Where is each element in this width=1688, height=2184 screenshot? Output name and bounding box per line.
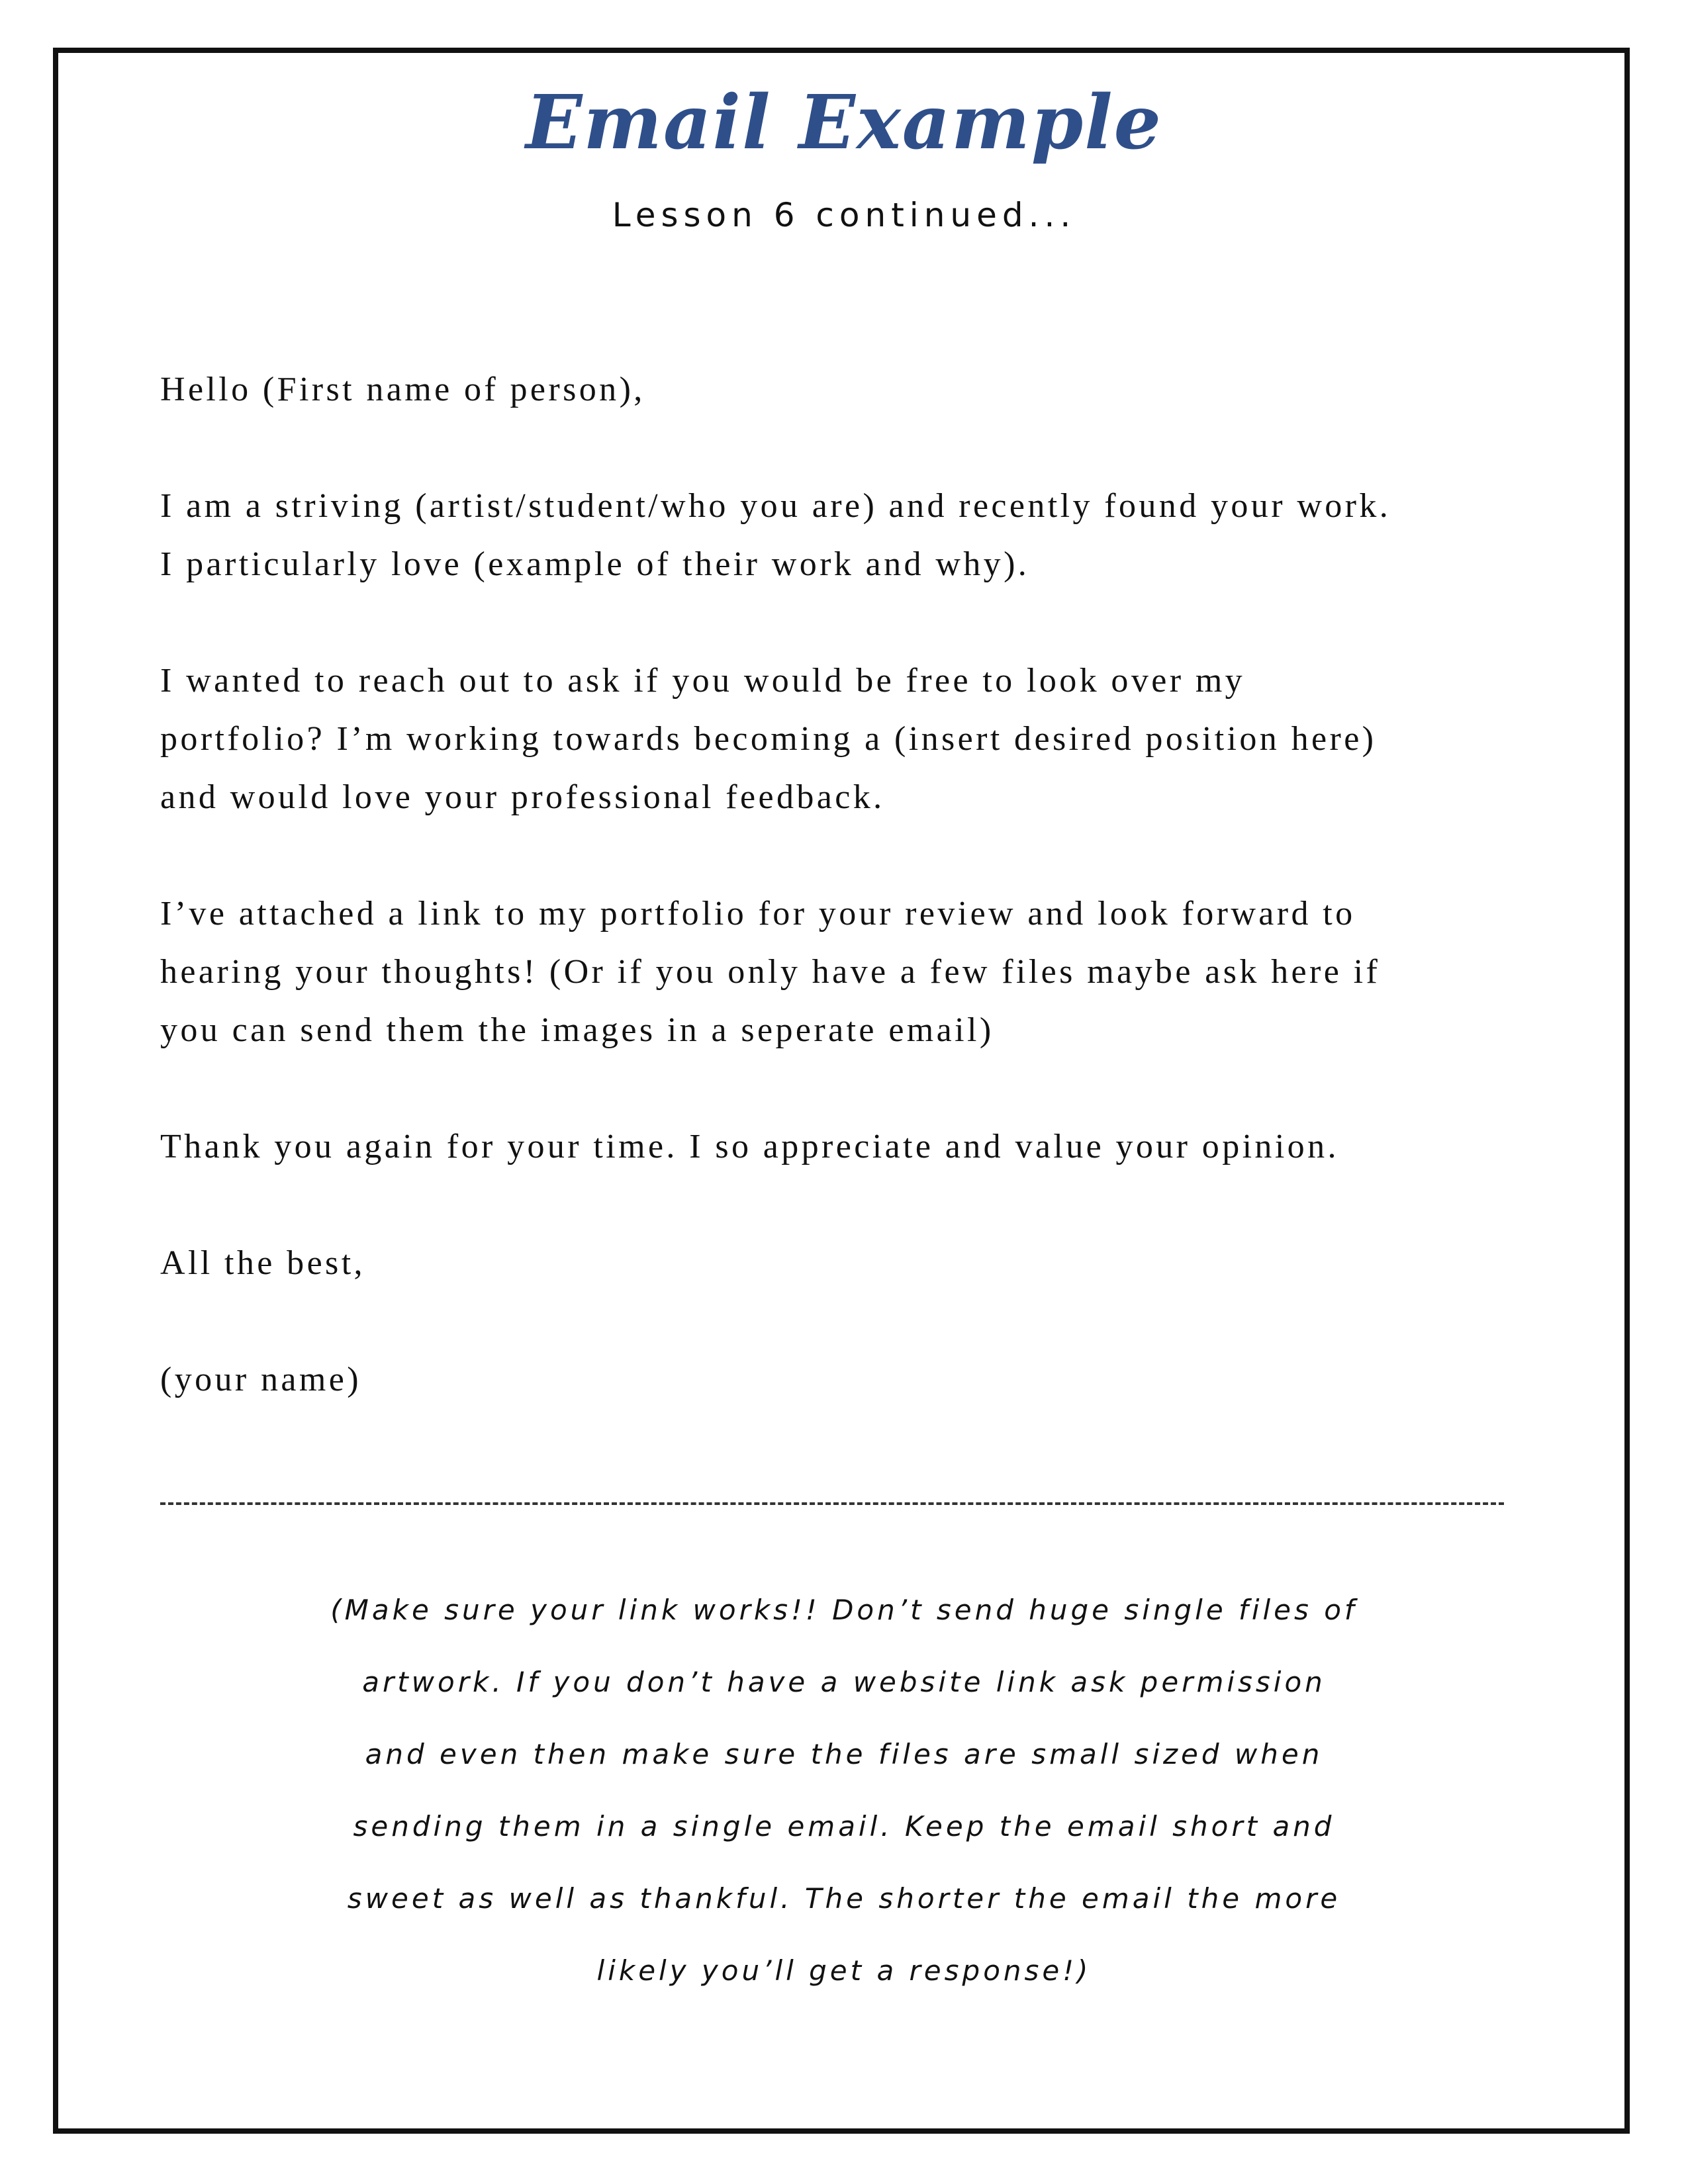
- text-line: I wanted to reach out to ask if you would be free to look over my: [160, 662, 1246, 700]
- note-line: artwork. If you don’t have a website link ask permission: [362, 1666, 1326, 1698]
- email-paragraph-attachment: [160, 885, 1537, 1060]
- note-line: sweet as well as thankful. The shorter the email the more: [347, 1882, 1341, 1915]
- note-line: and even then make sure the files are small sized when: [365, 1738, 1323, 1770]
- text-line: I particularly love (example of their work and why).: [160, 545, 1030, 583]
- text-line: you can send them the images in a seperate email): [160, 1011, 994, 1049]
- text-line: portfolio? I’m working towards becoming a (insert desired position here): [160, 720, 1377, 758]
- tip-note: [0, 1574, 1688, 2007]
- text-line: and would love your professional feedback.: [160, 778, 885, 816]
- email-body: [160, 361, 1537, 1467]
- dashed-divider: [160, 1502, 1504, 1505]
- text-line: hearing your thoughts! (Or if you only have a few files maybe ask here if: [160, 953, 1381, 991]
- page-title: Email Example: [526, 79, 1162, 166]
- text-line: I’ve attached a link to my portfolio for your review and look forward to: [160, 895, 1356, 933]
- note-line: likely you’ll get a response!): [596, 1954, 1092, 1987]
- email-closing: All the best,: [160, 1244, 365, 1282]
- note-line: (Make sure your link works!! Don’t send huge single files of: [330, 1594, 1358, 1626]
- note-line: sending them in a single email. Keep the email short and: [353, 1810, 1335, 1843]
- email-paragraph-intro: [160, 477, 1537, 594]
- page-subtitle: Lesson 6 continued...: [612, 196, 1076, 234]
- text-line: I am a striving (artist/student/who you are) and recently found your work.: [160, 487, 1391, 525]
- email-greeting: Hello (First name of person),: [160, 371, 645, 408]
- email-signature: (your name): [160, 1361, 361, 1398]
- email-thanks: Thank you again for your time. I so appreciate and value your opinion.: [160, 1128, 1339, 1165]
- email-paragraph-request: [160, 652, 1537, 827]
